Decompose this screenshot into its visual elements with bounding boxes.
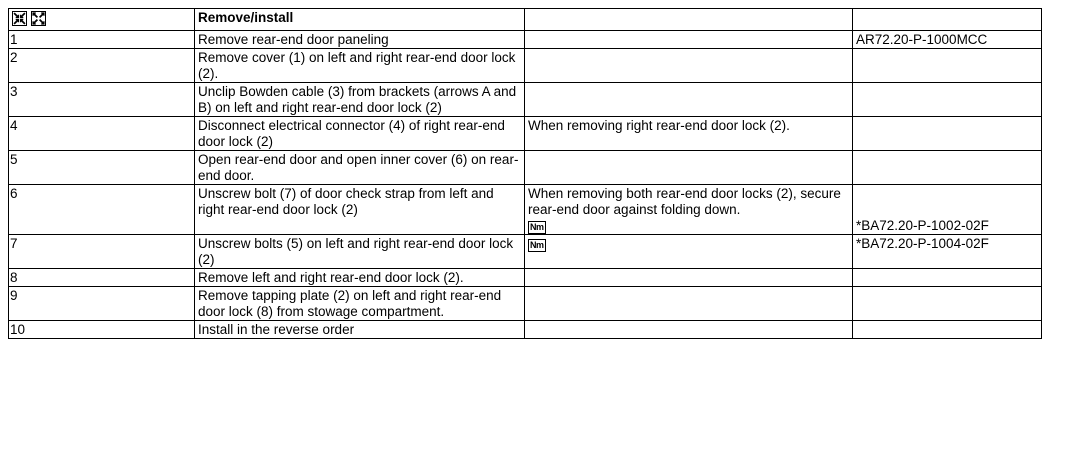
step-text: Install in the reverse order	[195, 321, 525, 339]
step-reference	[853, 287, 1042, 321]
step-note-cell	[525, 185, 853, 235]
step-note	[525, 269, 853, 287]
step-number: 6	[9, 185, 195, 235]
step-reference-link[interactable]: *BA72.20-P-1002-02F	[856, 218, 989, 233]
step-number: 1	[9, 31, 195, 49]
table-row	[9, 151, 1042, 185]
step-number: 8	[9, 269, 195, 287]
step-number: 5	[9, 151, 195, 185]
table-row	[9, 49, 1042, 83]
step-number: 3	[9, 83, 195, 117]
step-reference-link[interactable]: AR72.20-P-1000MCC	[853, 31, 1042, 49]
step-reference	[853, 83, 1042, 117]
step-text: Open rear-end door and open inner cover (6) on rear-end door.	[195, 151, 525, 185]
step-reference	[853, 269, 1042, 287]
header-title: Remove/install	[195, 9, 525, 31]
step-text: Unscrew bolts (5) on left and right rear-end door lock (2)	[195, 235, 525, 269]
header-ref-cell	[853, 9, 1042, 31]
step-text: Unclip Bowden cable (3) from brackets (arrows A and B) on left and right rear-end door lock (2)	[195, 83, 525, 117]
step-text: Remove rear-end door paneling	[195, 31, 525, 49]
step-reference	[853, 151, 1042, 185]
install-icon	[31, 11, 46, 26]
table-row	[9, 185, 1042, 235]
torque-nm-icon[interactable]: Nm	[530, 240, 544, 250]
step-text: Disconnect electrical connector (4) of right rear-end door lock (2)	[195, 117, 525, 151]
step-reference	[853, 321, 1042, 339]
step-note	[525, 287, 853, 321]
step-number: 4	[9, 117, 195, 151]
step-number: 2	[9, 49, 195, 83]
step-text: Unscrew bolt (7) of door check strap from left and right rear-end door lock (2)	[195, 185, 525, 235]
step-note	[525, 49, 853, 83]
step-text: Remove tapping plate (2) on left and right rear-end door lock (8) from stowage compartment.	[195, 287, 525, 321]
step-note	[525, 321, 853, 339]
step-note-cell	[525, 235, 853, 269]
step-text: Remove cover (1) on left and right rear-end door lock (2).	[195, 49, 525, 83]
table-row	[9, 235, 1042, 269]
table-row	[9, 117, 1042, 151]
table-header-row	[9, 9, 1042, 31]
step-number: 10	[9, 321, 195, 339]
header-icons-cell	[9, 9, 195, 31]
step-number: 9	[9, 287, 195, 321]
step-reference	[853, 49, 1042, 83]
step-note	[525, 83, 853, 117]
step-reference	[853, 117, 1042, 151]
table-row	[9, 269, 1042, 287]
step-reference-cell	[853, 185, 1042, 235]
procedure-table	[8, 8, 1042, 339]
remove-icon	[12, 11, 27, 26]
table-row	[9, 83, 1042, 117]
table-row	[9, 31, 1042, 49]
step-note	[525, 31, 853, 49]
step-number: 7	[9, 235, 195, 269]
step-text: Remove left and right rear-end door lock (2).	[195, 269, 525, 287]
step-note	[525, 151, 853, 185]
step-note: When removing right rear-end door lock (2).	[525, 117, 853, 151]
table-row	[9, 321, 1042, 339]
step-reference-link[interactable]: *BA72.20-P-1004-02F	[853, 235, 1042, 269]
table-row	[9, 287, 1042, 321]
step-note: When removing both rear-end door locks (2), secure rear-end door against folding down.	[528, 186, 841, 217]
header-note-cell	[525, 9, 853, 31]
torque-nm-icon[interactable]: Nm	[530, 222, 544, 232]
